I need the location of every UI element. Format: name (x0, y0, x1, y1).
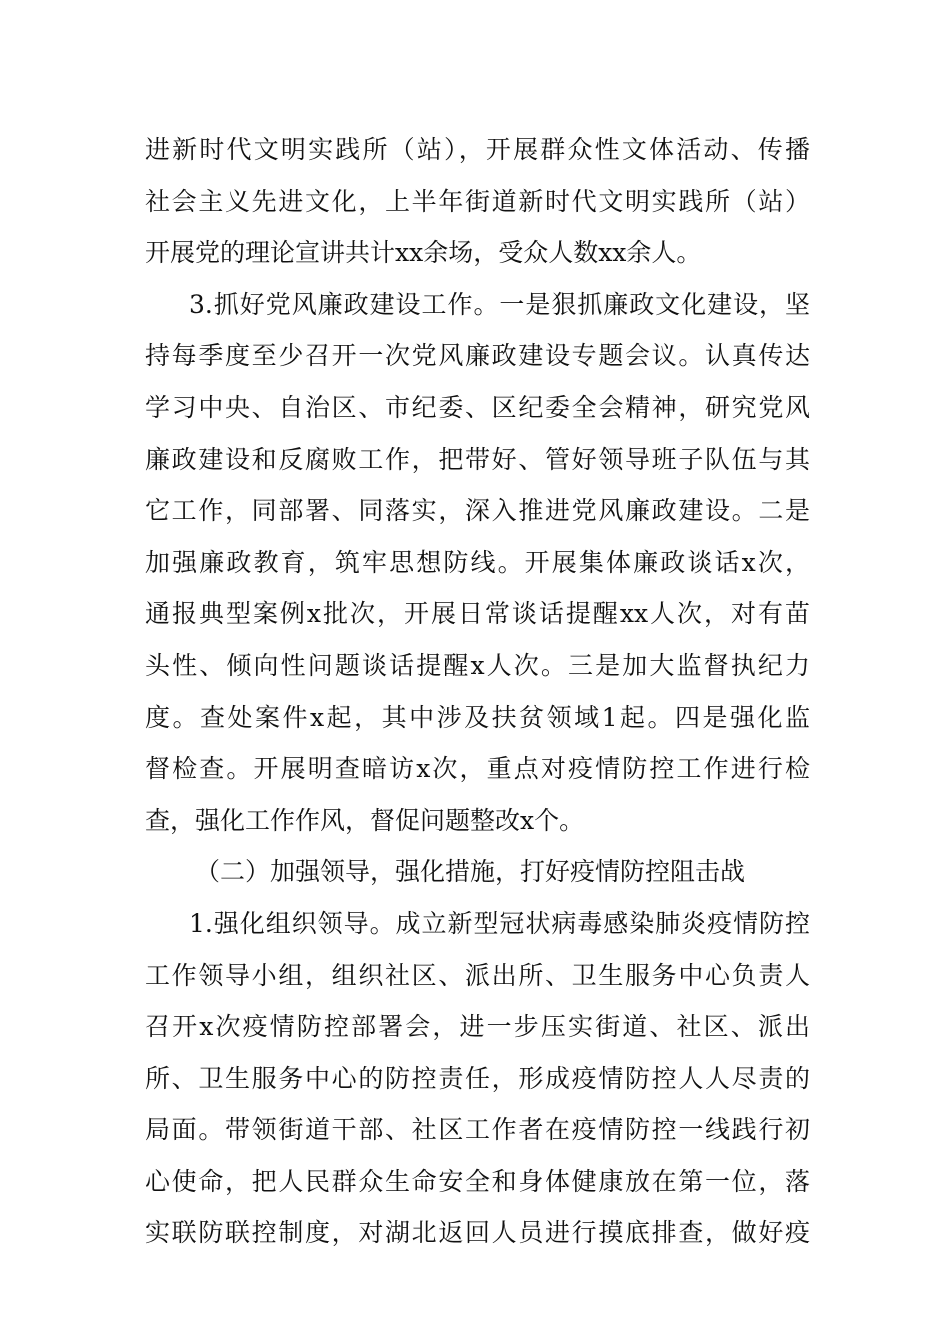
paragraph-line: 查，强化工作作风，督促问题整改x个。 (145, 805, 585, 835)
paragraph-line: 头性、倾向性问题谈话提醒x人次。三是加大监督执纪力 (145, 650, 810, 680)
paragraph-line: 开展党的理论宣讲共计xx余场，受众人数xx余人。 (145, 238, 702, 268)
section-line: 3.抓好党风廉政建设工作。一是狠抓廉政文化建设，坚 (189, 289, 810, 319)
paragraph-line: 所、卫生服务中心的防控责任，形成疫情防控人人尽责的 (145, 1063, 810, 1093)
paragraph-line: 心使命，把人民群众生命安全和身体健康放在第一位，落 (145, 1166, 810, 1196)
section-line: 1.强化组织领导。成立新型冠状病毒感染肺炎疫情防控 (189, 908, 810, 938)
document-body (145, 124, 810, 1259)
paragraph-line: 局面。带领街道干部、社区工作者在疫情防控一线践行初 (145, 1115, 810, 1145)
paragraph-line: 廉政建设和反腐败工作，把带好、管好领导班子队伍与其 (145, 444, 810, 474)
paragraph-line: 它工作，同部署、同落实，深入推进党风廉政建设。二是 (145, 496, 810, 526)
paragraph-line: 社会主义先进文化，上半年街道新时代文明实践所（站） (145, 186, 810, 216)
paragraph-line: 度。查处案件x起，其中涉及扶贫领域1起。四是强化监 (145, 702, 810, 732)
paragraph-line: 进新时代文明实践所（站），开展群众性文体活动、传播 (145, 135, 810, 164)
paragraph-line: 学习中央、自治区、市纪委、区纪委全会精神，研究党风 (145, 392, 810, 422)
paragraph-line: 加强廉政教育，筑牢思想防线。开展集体廉政谈话x次， (145, 547, 810, 577)
paragraph-line: 持每季度至少召开一次党风廉政建设专题会议。认真传达 (145, 341, 810, 371)
paragraph-line: 工作领导小组，组织社区、派出所、卫生服务中心负责人 (145, 960, 810, 990)
section-heading: （二）加强领导，强化措施，打好疫情防控阻击战 (195, 857, 746, 887)
paragraph-line: 实联防联控制度，对湖北返回人员进行摸底排查，做好疫 (145, 1218, 810, 1248)
paragraph-line: 通报典型案例x批次，开展日常谈话提醒xx人次，对有苗 (145, 599, 810, 629)
paragraph-line: 召开x次疫情防控部署会，进一步压实街道、社区、派出 (145, 1012, 810, 1042)
paragraph-line: 督检查。开展明查暗访x次，重点对疫情防控工作进行检 (145, 754, 810, 784)
